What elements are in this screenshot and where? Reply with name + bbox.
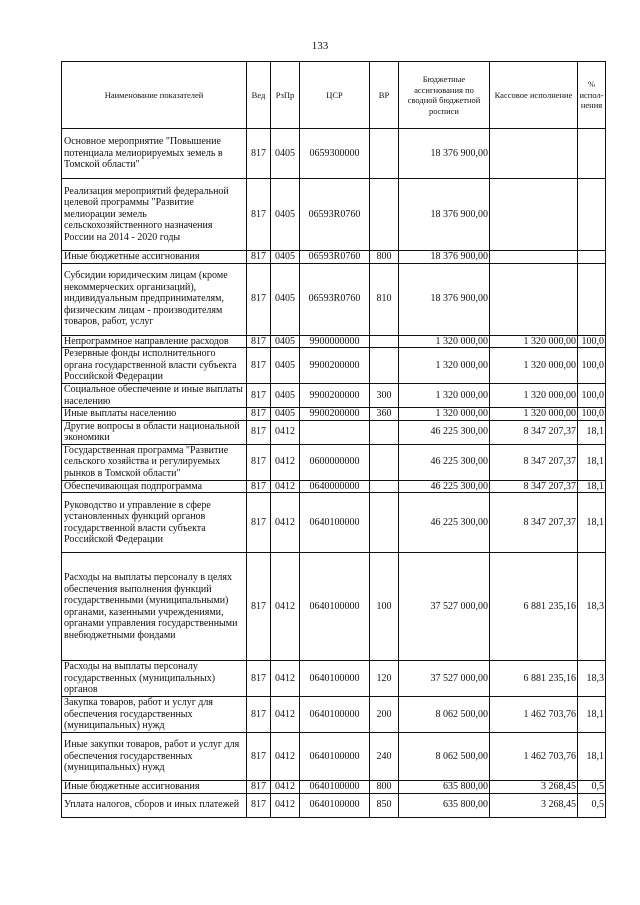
cell-vr: 800 (370, 251, 399, 264)
cell-ved: 817 (247, 553, 271, 661)
cell-budget: 8 062 500,00 (399, 733, 490, 781)
cell-budget: 1 320 000,00 (399, 408, 490, 421)
table-row (62, 781, 606, 794)
cell-pct: 100,0 (578, 348, 606, 384)
cell-rzpr: 0412 (271, 661, 300, 697)
cell-csr: 0659300000 (300, 129, 370, 179)
cell-budget: 37 527 000,00 (399, 661, 490, 697)
cell-name: Руководство и управление в сфере установленных функций органов государственной власти субъекта Российской Федерации (62, 493, 247, 553)
cell-csr: 0640100000 (300, 661, 370, 697)
cell-csr: 9900200000 (300, 384, 370, 408)
cell-csr: 9900000000 (300, 335, 370, 348)
cell-cash: 1 320 000,00 (490, 335, 578, 348)
cell-csr: 0640100000 (300, 781, 370, 794)
table-row (62, 129, 606, 179)
header-cash: Кассовое исполнение (490, 62, 578, 129)
cell-budget: 18 376 900,00 (399, 179, 490, 251)
cell-rzpr: 0405 (271, 263, 300, 335)
cell-cash: 1 320 000,00 (490, 348, 578, 384)
cell-csr: 9900200000 (300, 348, 370, 384)
cell-pct (578, 263, 606, 335)
cell-csr: 06593R0760 (300, 251, 370, 264)
header-ved: Вед (247, 62, 271, 129)
table-header-row (62, 62, 606, 129)
cell-csr: 0640100000 (300, 793, 370, 817)
cell-vr: 850 (370, 793, 399, 817)
cell-pct: 18,1 (578, 697, 606, 733)
header-rzpr: РзПр (271, 62, 300, 129)
cell-rzpr: 0412 (271, 793, 300, 817)
table-row (62, 493, 606, 553)
cell-budget: 635 800,00 (399, 793, 490, 817)
table-row (62, 697, 606, 733)
cell-ved: 817 (247, 697, 271, 733)
cell-cash: 1 320 000,00 (490, 384, 578, 408)
cell-budget: 46 225 300,00 (399, 444, 490, 480)
cell-name: Другие вопросы в области национальной экономики (62, 420, 247, 444)
cell-cash (490, 129, 578, 179)
table-row (62, 444, 606, 480)
cell-ved: 817 (247, 335, 271, 348)
cell-budget: 18 376 900,00 (399, 129, 490, 179)
cell-ved: 817 (247, 781, 271, 794)
cell-pct: 100,0 (578, 408, 606, 421)
table-row (62, 348, 606, 384)
cell-cash (490, 179, 578, 251)
cell-vr: 360 (370, 408, 399, 421)
cell-csr (300, 420, 370, 444)
cell-vr: 100 (370, 553, 399, 661)
cell-cash: 8 347 207,37 (490, 420, 578, 444)
cell-name: Государственная программа "Развитие сельского хозяйства и регулируемых рынков в Томской области" (62, 444, 247, 480)
cell-cash: 8 347 207,37 (490, 493, 578, 553)
cell-vr (370, 493, 399, 553)
cell-cash: 1 320 000,00 (490, 408, 578, 421)
cell-vr (370, 420, 399, 444)
cell-rzpr: 0405 (271, 251, 300, 264)
cell-csr: 0640100000 (300, 493, 370, 553)
cell-name: Непрограммное направление расходов (62, 335, 247, 348)
cell-ved: 817 (247, 480, 271, 493)
cell-ved: 817 (247, 733, 271, 781)
cell-rzpr: 0412 (271, 444, 300, 480)
cell-pct: 18,1 (578, 733, 606, 781)
table-row (62, 661, 606, 697)
cell-vr: 240 (370, 733, 399, 781)
cell-vr: 800 (370, 781, 399, 794)
cell-pct (578, 179, 606, 251)
cell-pct: 18,1 (578, 493, 606, 553)
table-row (62, 793, 606, 817)
cell-vr: 810 (370, 263, 399, 335)
header-budget: Бюджетные ассигнования по сводной бюджетной росписи (399, 62, 490, 129)
table-row (62, 733, 606, 781)
cell-rzpr: 0412 (271, 733, 300, 781)
cell-rzpr: 0412 (271, 553, 300, 661)
cell-pct: 18,1 (578, 444, 606, 480)
cell-rzpr: 0405 (271, 179, 300, 251)
cell-csr: 0640100000 (300, 733, 370, 781)
cell-cash: 3 268,45 (490, 793, 578, 817)
cell-budget: 46 225 300,00 (399, 420, 490, 444)
cell-cash: 6 881 235,16 (490, 661, 578, 697)
cell-ved: 817 (247, 179, 271, 251)
cell-pct: 100,0 (578, 384, 606, 408)
header-csr: ЦСР (300, 62, 370, 129)
cell-rzpr: 0412 (271, 493, 300, 553)
cell-csr: 0640100000 (300, 697, 370, 733)
cell-csr: 0600000000 (300, 444, 370, 480)
header-vr: ВР (370, 62, 399, 129)
cell-csr: 0640100000 (300, 553, 370, 661)
cell-pct: 18,3 (578, 661, 606, 697)
cell-budget: 1 320 000,00 (399, 384, 490, 408)
cell-rzpr: 0405 (271, 348, 300, 384)
cell-vr (370, 480, 399, 493)
cell-name: Иные закупки товаров, работ и услуг для обеспечения государственных (муниципальных) нужд (62, 733, 247, 781)
cell-budget: 635 800,00 (399, 781, 490, 794)
cell-budget: 8 062 500,00 (399, 697, 490, 733)
cell-pct: 18,3 (578, 553, 606, 661)
cell-cash: 8 347 207,37 (490, 480, 578, 493)
cell-budget: 1 320 000,00 (399, 348, 490, 384)
cell-ved: 817 (247, 408, 271, 421)
cell-name: Резервные фонды исполнительного органа государственной власти субъекта Российской Федерации (62, 348, 247, 384)
cell-ved: 817 (247, 384, 271, 408)
cell-csr: 06593R0760 (300, 263, 370, 335)
cell-vr: 120 (370, 661, 399, 697)
cell-budget: 46 225 300,00 (399, 480, 490, 493)
cell-rzpr: 0405 (271, 408, 300, 421)
cell-name: Реализация мероприятий федеральной целевой программы "Развитие мелиорации земель сельскохозяйственного назначения России на 2014 - 2020 годы (62, 179, 247, 251)
page-number: 133 (311, 40, 329, 52)
cell-cash: 8 347 207,37 (490, 444, 578, 480)
cell-name: Закупка товаров, работ и услуг для обеспечения государственных (муниципальных) нужд (62, 697, 247, 733)
table-row (62, 384, 606, 408)
cell-cash (490, 263, 578, 335)
cell-ved: 817 (247, 444, 271, 480)
cell-cash: 3 268,45 (490, 781, 578, 794)
cell-vr (370, 179, 399, 251)
cell-ved: 817 (247, 793, 271, 817)
header-name: Наименование показателей (62, 62, 247, 129)
cell-pct (578, 251, 606, 264)
table-row (62, 251, 606, 264)
budget-execution-table (61, 61, 606, 818)
table-row (62, 335, 606, 348)
cell-rzpr: 0412 (271, 781, 300, 794)
cell-budget: 1 320 000,00 (399, 335, 490, 348)
cell-pct: 0,5 (578, 793, 606, 817)
cell-rzpr: 0412 (271, 420, 300, 444)
cell-name: Обеспечивающая подпрограмма (62, 480, 247, 493)
cell-vr (370, 335, 399, 348)
cell-rzpr: 0405 (271, 384, 300, 408)
cell-ved: 817 (247, 661, 271, 697)
cell-rzpr: 0412 (271, 697, 300, 733)
cell-name: Иные бюджетные ассигнования (62, 781, 247, 794)
cell-name: Иные выплаты населению (62, 408, 247, 421)
header-pct: % испол-нения (578, 62, 606, 129)
cell-vr: 200 (370, 697, 399, 733)
cell-csr: 06593R0760 (300, 179, 370, 251)
cell-name: Расходы на выплаты персоналу государственных (муниципальных) органов (62, 661, 247, 697)
cell-name: Социальное обеспечение и иные выплаты населению (62, 384, 247, 408)
cell-cash: 1 462 703,76 (490, 697, 578, 733)
cell-rzpr: 0405 (271, 129, 300, 179)
table-row (62, 179, 606, 251)
table-row (62, 408, 606, 421)
cell-name: Уплата налогов, сборов и иных платежей (62, 793, 247, 817)
cell-budget: 37 527 000,00 (399, 553, 490, 661)
cell-ved: 817 (247, 348, 271, 384)
cell-ved: 817 (247, 263, 271, 335)
cell-csr: 0640000000 (300, 480, 370, 493)
cell-budget: 18 376 900,00 (399, 263, 490, 335)
table-row (62, 480, 606, 493)
table-row (62, 420, 606, 444)
cell-budget: 46 225 300,00 (399, 493, 490, 553)
cell-name: Основное мероприятие "Повышение потенциала мелиорируемых земель в Томской области" (62, 129, 247, 179)
cell-ved: 817 (247, 420, 271, 444)
cell-cash: 1 462 703,76 (490, 733, 578, 781)
cell-name: Расходы на выплаты персоналу в целях обеспечения выполнения функций государственными (муниципальными) органами, казенными учреждениями, органами управления государственными внебюджетными фондами (62, 553, 247, 661)
cell-pct (578, 129, 606, 179)
cell-rzpr: 0412 (271, 480, 300, 493)
cell-budget: 18 376 900,00 (399, 251, 490, 264)
cell-cash: 6 881 235,16 (490, 553, 578, 661)
cell-name: Субсидии юридическим лицам (кроме некоммерческих организаций), индивидуальным предпринимателям, физическим лицам - производителям товаров, работ, услуг (62, 263, 247, 335)
cell-vr (370, 129, 399, 179)
cell-ved: 817 (247, 251, 271, 264)
table-row (62, 263, 606, 335)
cell-name: Иные бюджетные ассигнования (62, 251, 247, 264)
cell-pct: 0,5 (578, 781, 606, 794)
cell-vr (370, 444, 399, 480)
cell-pct: 18,1 (578, 420, 606, 444)
cell-cash (490, 251, 578, 264)
cell-ved: 817 (247, 129, 271, 179)
table-row (62, 553, 606, 661)
cell-csr: 9900200000 (300, 408, 370, 421)
cell-rzpr: 0405 (271, 335, 300, 348)
cell-pct: 100,0 (578, 335, 606, 348)
cell-vr (370, 348, 399, 384)
cell-pct: 18,1 (578, 480, 606, 493)
cell-vr: 300 (370, 384, 399, 408)
cell-ved: 817 (247, 493, 271, 553)
